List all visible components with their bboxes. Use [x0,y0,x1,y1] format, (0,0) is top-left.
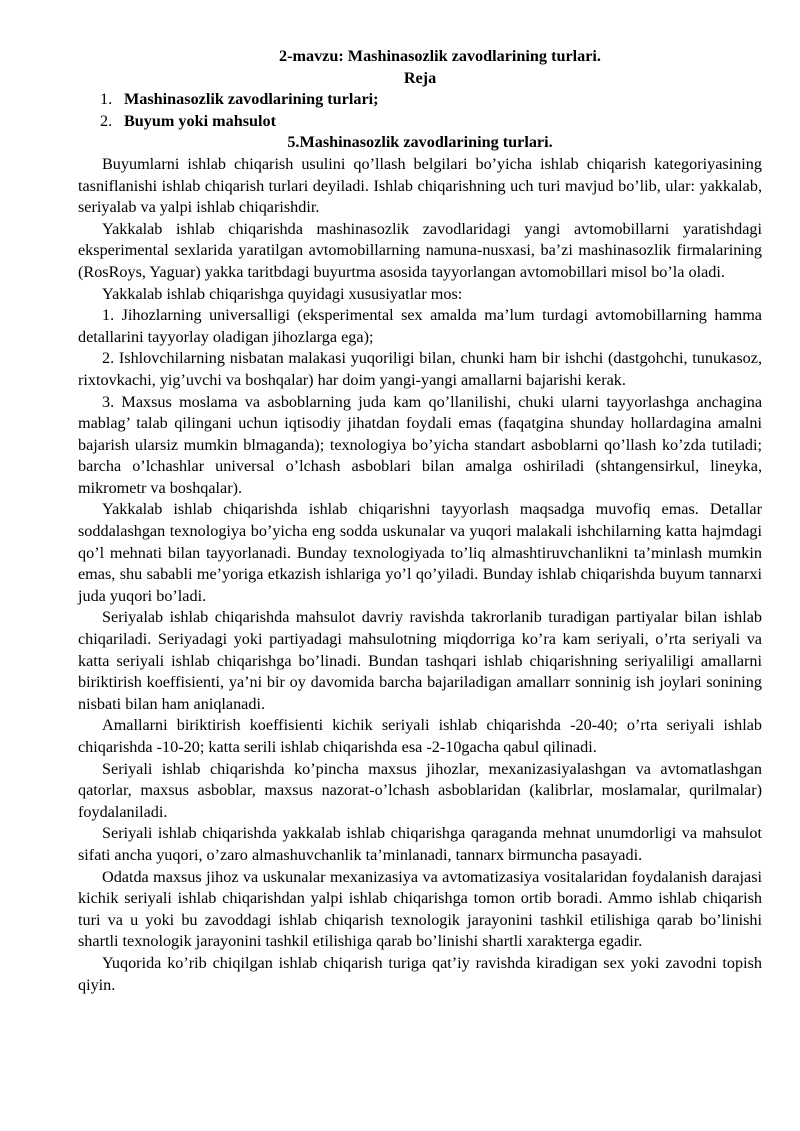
plan-item-text: Mashinasozlik zavodlarining turlari; [124,90,379,109]
plan-item-number: 1. [100,90,113,109]
paragraph: 1. Jihozlarning universalligi (eksperimental sex amalda ma’lum turdagi avtomobillarning hamma detallarini tayyorlay oladigan jihozlarga ega); [78,306,762,346]
plan-item-number: 2. [100,111,113,130]
plan-item [78,111,762,133]
paragraph: 3. Maxsus moslama va asboblarning juda kam qo’llanilishi, chuki ularni tayyorlashga anchagina mablag’ talab qilingani uchun iqtisodiy jihatdan foydali emas (faqatgina shunday hollardagina amalni bajarish ularsiz mumkin blmaganda); texnologiya bo’yicha standart asboblarni qo’llash ko’zda tutiladi; barcha o’lchashlar universal o’lchash asboblari bilan amalga oshiriladi (shtangensirkul, lineyka, mikrometr va boshqalar). [78,392,762,497]
paragraph: Yakkalab ishlab chiqarishga quyidagi xususiyatlar mos: [102,284,463,303]
plan-heading: Reja [403,68,437,87]
document-title: 2-mavzu: Mashinasozlik zavodlarining turlari. [279,47,601,65]
paragraph: Yakkalab ishlab chiqarishda ishlab chiqarishni tayyorlash maqsadga muvofiq emas. Detallar soddalashgan texnologiya bo’yicha eng sodda uskunalar va yuqori malakali ishchilarning katta hajmdagi qo’l mehnati bilan tayyorlanadi. Bunday texnologiyada to’liq almashtiruvchanlikni ta’minlash mumkin emas, shu sababli me’yoriga etkazish ishlariga yo’l qo’yiladi. Bunday ishlab chiqarishda buyum tannarxi juda yuqori bo’ladi. [78,500,762,605]
paragraph: Seriyalab ishlab chiqarishda mahsulot davriy ravishda takrorlanib turadigan partiyalar bilan ishlab chiqariladi. Seriyadagi yoki partiyadagi mahsulotning miqdorriga ko’ra kam seriyali, o’rta seriyali va katta seriyali ishlab chiqarishga bo’linadi. Bundan tashqari ishlab chiqarishning seriyaliligi amallarni biriktirish koeffisienti, ya’ni bir oy davomida barcha bajariladigan amallarr sonninig ish joylari sonining nisbati bilan ham aniqlanadi. [78,608,762,713]
paragraph: Amallarni biriktirish koeffisienti kichik seriyali ishlab chiqarishda -20-40; o’rta seriyali ishlab chiqarishda -10-20; katta serili ishlab chiqarishda esa -2-10gacha qabul qilinadi. [78,716,762,756]
paragraph: Yuqorida ko’rib chiqilgan ishlab chiqarish turiga qat’iy ravishda kiradigan sex yoki zavodni topish qiyin. [78,953,762,994]
paragraph: Yakkalab ishlab chiqarishda mashinasozlik zavodlaridagi yangi avtomobillarni yaratishdagi eksperimental sexlarida yaratilgan avtomobillarning namuna-nusxasi, ba’zi mashinasozlik firmalarining (RosRoys, Yaguar) yakka taritbdagi buyurtma asosida tayyorlangan avtomobillari misol bo’la oladi. [78,219,762,281]
plan-item-text: Buyum yoki mahsulot [124,111,277,130]
paragraph: Buyumlarni ishlab chiqarish usulini qo’llash belgilari bo’yicha ishlab chiqarish kategoriyasining tasniflanishi ishlab chiqarish turlari deyiladi. Ishlab chiqarishning uch turi mavjud bo’lib, ular: yakkalab, seriyalab va yalpi ishlab chiqarishdir. [78,154,762,217]
plan-item [78,89,762,111]
paragraph: Seriyali ishlab chiqarishda yakkalab ishlab chiqarishga qaraganda mehnat unumdorligi va mahsulot sifati ancha yuqori, o’zaro almashuvchanlik ta’minlanadi, tannarx birmuncha pasayadi. [78,824,762,864]
paragraph: Seriyali ishlab chiqarishda ko’pincha maxsus jihozlar, mexanizasiyalashgan va avtomatlashgan qatorlar, maxsus asboblar, maxsus nazorat-o’lchash asboblaridan (kalibrlar, moslamalar, qurilmalar) foydalaniladi. [78,759,762,821]
paragraph: 2. Ishlovchilarning nisbatan malakasi yuqoriligi bilan, chunki ham bir ishchi (dastgohchi, tunukasoz, rixtovkachi, yig’uvchi va boshqalar) har doim yangi-yangi amallarni bajarishi kerak. [78,349,762,389]
section-heading: 5.Mashinasozlik zavodlarining turlari. [287,133,553,152]
paragraph: Odatda maxsus jihoz va uskunalar mexanizasiya va avtomatizasiya vositalaridan foydalanish darajasi kichik seriyali ishlab chiqarishdan yalpi ishlab chiqarishga tomon ortib boradi. Ammo ishlab chiqarish turi va u yoki bu zavoddagi ishlab chiqarish texnologik jarayonini tashkil etilishiga qarab bo’linishi shartli texnologik jarayonini tashkil etilishiga qarab bo’linishi shartli xarakterga egadir. [78,867,762,951]
